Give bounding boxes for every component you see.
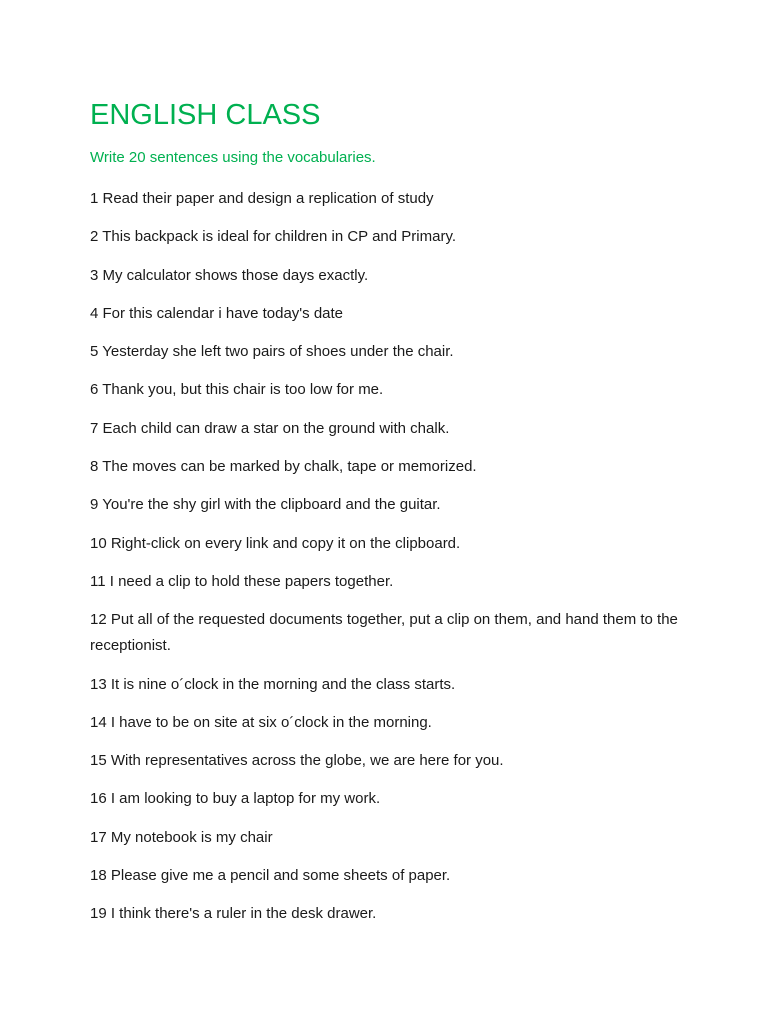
sentence-13: 13 It is nine o´clock in the morning and the class starts. xyxy=(90,675,456,693)
sentence-8: 8 The moves can be marked by chalk, tape or memorized. xyxy=(90,458,477,476)
sentence-16: 16 I am looking to buy a laptop for my work. xyxy=(90,790,381,808)
sentence-10: 10 Right-click on every link and copy it on the clipboard. xyxy=(90,534,461,552)
sentence-11: 11 I need a clip to hold these papers together. xyxy=(90,572,394,590)
sentence-list xyxy=(90,186,690,927)
sentence-15: 15 With representatives across the globe, we are here for you. xyxy=(90,752,504,770)
sentence-3: 3 My calculator shows those days exactly. xyxy=(90,266,369,284)
sentence-17: 17 My notebook is my chair xyxy=(90,828,273,846)
instruction-text: Write 20 sentences using the vocabularies. xyxy=(90,149,376,166)
sentence-12: 12 Put all of the requested documents together, put a clip on them, and hand them to the receptionist. xyxy=(90,611,678,655)
sentence-7: 7 Each child can draw a star on the ground with chalk. xyxy=(90,419,450,437)
sentence-1: 1 Read their paper and design a replication of study xyxy=(90,190,434,207)
sentence-19: 19 I think there's a ruler in the desk drawer. xyxy=(90,905,377,923)
sentence-4: 4 For this calendar i have today's date xyxy=(90,304,344,322)
document-page xyxy=(90,96,690,940)
sentence-14: 14 I have to be on site at six o´clock in the morning. xyxy=(90,713,432,731)
sentence-9: 9 You're the shy girl with the clipboard and the guitar. xyxy=(90,496,441,514)
document-title: ENGLISH CLASS xyxy=(90,99,321,131)
sentence-2: 2 This backpack is ideal for children in CP and Primary. xyxy=(90,228,456,246)
sentence-5: 5 Yesterday she left two pairs of shoes under the chair. xyxy=(90,343,454,361)
sentence-6: 6 Thank you, but this chair is too low for me. xyxy=(90,381,384,399)
sentence-18: 18 Please give me a pencil and some sheets of paper. xyxy=(90,867,451,885)
